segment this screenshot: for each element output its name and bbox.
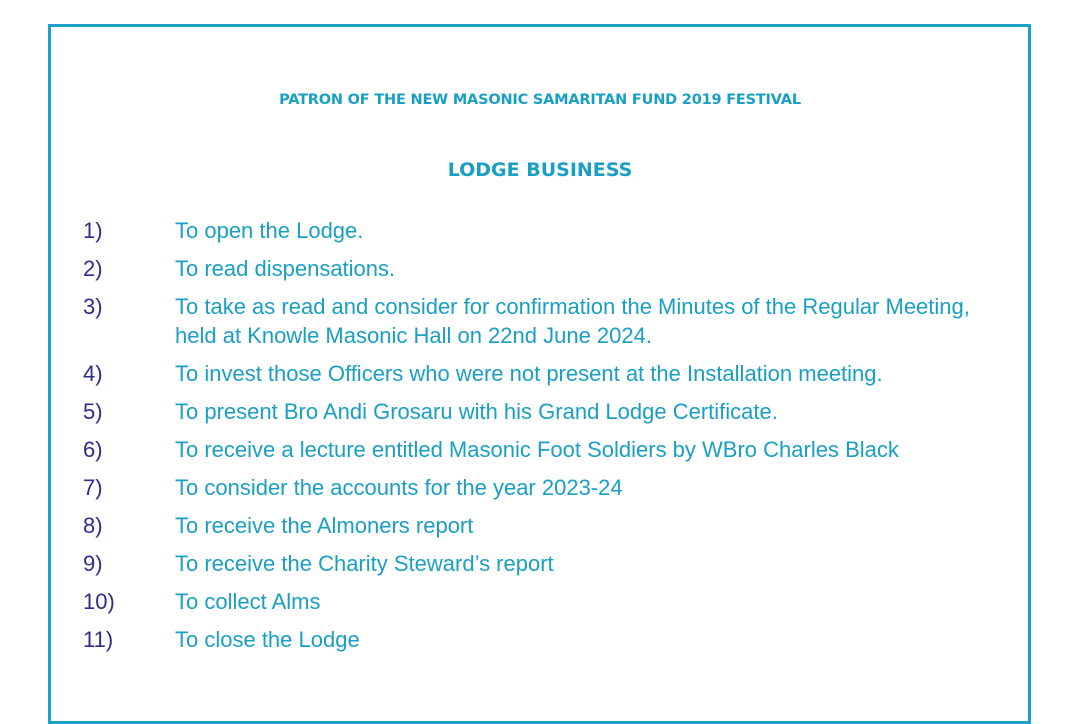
agenda-item-text: To close the Lodge [175, 626, 360, 652]
agenda-item [0, 626, 1080, 655]
agenda-item [0, 255, 1080, 284]
agenda-item-number: 10) [83, 588, 115, 614]
agenda-item-text: To receive the Almoners report [175, 512, 474, 538]
agenda-item-number: 8) [83, 512, 103, 538]
agenda-item-text: To consider the accounts for the year 2023-24 [175, 474, 623, 500]
patron-line: PATRON OF THE NEW MASONIC SAMARITAN FUND 2019 FESTIVAL [279, 92, 801, 108]
agenda-item-text: To receive a lecture entitled Masonic Foot Soldiers by WBro Charles Black [175, 436, 899, 462]
agenda-item-number: 7) [83, 474, 103, 500]
agenda-item-text: To invest those Officers who were not present at the Installation meeting. [175, 360, 883, 386]
agenda-item [0, 360, 1080, 389]
agenda-item-number: 2) [83, 255, 103, 281]
agenda-item [0, 550, 1080, 579]
agenda-item-number: 11) [83, 626, 114, 652]
agenda-item-text: To receive the Charity Steward’s report [175, 550, 554, 576]
agenda-item [0, 293, 1080, 351]
agenda-item-text: To collect Alms [175, 588, 321, 614]
agenda-item [0, 512, 1080, 541]
agenda-item [0, 474, 1080, 503]
lodge-business-heading: LODGE BUSINESS [447, 159, 633, 181]
agenda-item-text: To open the Lodge. [175, 218, 364, 243]
agenda-item-text: To read dispensations. [175, 255, 396, 281]
agenda-item [0, 588, 1080, 617]
agenda-item-number: 4) [83, 360, 103, 386]
agenda-item-text: To present Bro Andi Grosaru with his Grand Lodge Certificate. [175, 398, 778, 424]
agenda-item-text: To take as read and consider for confirmation the Minutes of the Regular Meeting, held at Knowle Masonic Hall on 22nd June 2024. [175, 293, 970, 348]
agenda-item-number: 3) [83, 293, 103, 319]
agenda-item [0, 436, 1080, 465]
agenda-item [0, 398, 1080, 427]
agenda-item-number: 6) [83, 436, 103, 462]
agenda-item [0, 217, 1080, 246]
agenda-list [0, 217, 1080, 664]
agenda-item-number: 5) [83, 398, 103, 424]
agenda-item-number: 9) [83, 550, 103, 576]
agenda-item-number: 1) [83, 218, 103, 243]
